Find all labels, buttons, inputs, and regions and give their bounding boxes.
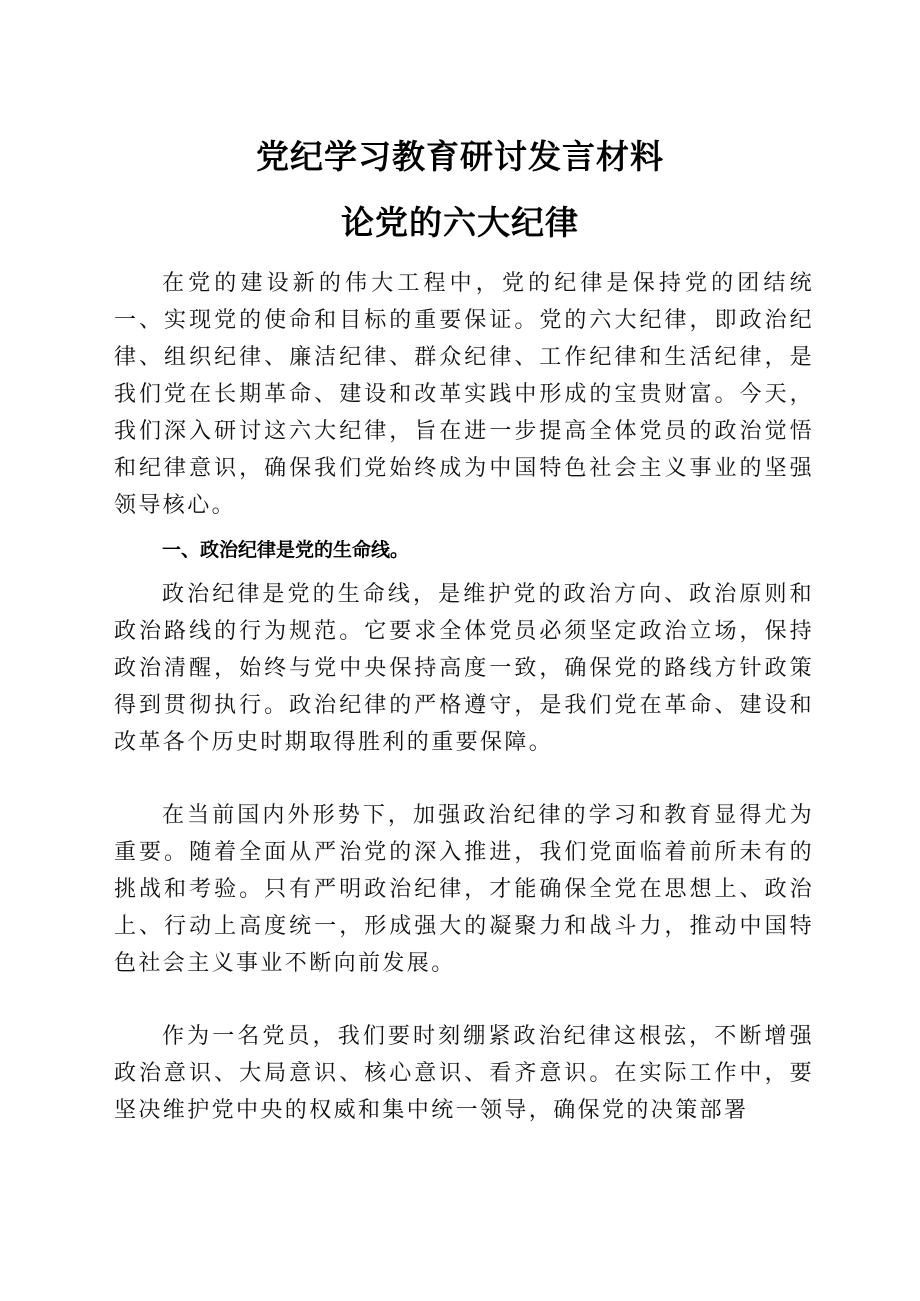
intro-paragraph: 在党的建设新的伟大工程中，党的纪律是保持党的团结统一、实现党的使命和目标的重要保证。党的六大纪律，即政治纪律、组织纪律、廉洁纪律、群众纪律、工作纪律和生活纪律，是我们党在长期革命、建设和改革实践中形成的宝贵财富。今天，我们深入研讨这六大纪律，旨在进一步提高全体党员的政治觉悟和纪律意识，确保我们党始终成为中国特色社会主义事业的坚强领导核心。 — [114, 271, 814, 518]
body-paragraph-2: 在当前国内外形势下，加强政治纪律的学习和教育显得尤为重要。随着全面从严治党的深入推进，我们党面临着前所未有的挑战和考验。只有严明政治纪律，才能确保全党在思想上、政治上、行动上高度统一，形成强大的凝聚力和战斗力，推动中国特色社会主义事业不断向前发展。 — [114, 803, 814, 976]
section-heading-political-discipline: 一、政治纪律是党的生命线。 — [162, 539, 410, 561]
document-title: 党纪学习教育研讨发言材料 — [256, 137, 664, 176]
document-subtitle: 论党的六大纪律 — [341, 203, 579, 242]
body-paragraph-3: 作为一名党员，我们要时刻绷紧政治纪律这根弦，不断增强政治意识、大局意识、核心意识、看齐意识。在实际工作中，要坚决维护党中央的权威和集中统一领导，确保党的决策部署 — [114, 1024, 814, 1123]
body-paragraph-1: 政治纪律是党的生命线，是维护党的政治方向、政治原则和政治路线的行为规范。它要求全体党员必须坚定政治立场，保持政治清醒，始终与党中央保持高度一致，确保党的路线方针政策得到贯彻执行。政治纪律的严格遵守，是我们党在革命、建设和改革各个历史时期取得胜利的重要保障。 — [114, 582, 814, 755]
